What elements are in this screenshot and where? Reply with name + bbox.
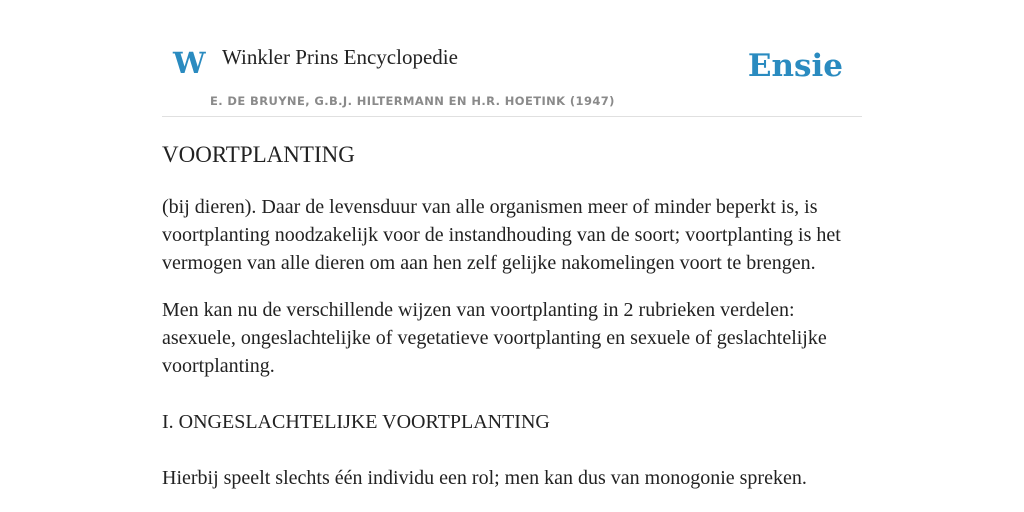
- section-paragraph: Hierbij speelt slechts één individu een rol; men kan dus van monogonie spreken.: [162, 467, 807, 489]
- page: [162, 0, 862, 512]
- book-authors: E. DE BRUYNE, G.B.J. HILTERMANN EN H.R. HOETINK (1947): [210, 94, 615, 108]
- header: [162, 0, 862, 117]
- encyclopedia-logo-icon[interactable]: W: [173, 46, 206, 80]
- article-title: VOORTPLANTING: [162, 142, 355, 167]
- article-paragraph: Men kan nu de verschillende wijzen van voortplanting in 2 rubrieken verdelen: asexuele, ongeslachtelijke of vegetatieve voortplanting en sexuele of geslachtelijke voortplanting.: [162, 299, 827, 377]
- ensie-brand-logo[interactable]: Ensie: [747, 48, 843, 84]
- article-paragraph: (bij dieren). Daar de levensduur van alle organismen meer of minder beperkt is, is voortplanting noodzakelijk voor de instandhouding van de soort; voortplanting is het vermogen van alle dieren om aan hen zelf gelijke nakomelingen voort te brengen.: [162, 196, 841, 274]
- section-heading: I. ONGESLACHTELIJKE VOORTPLANTING: [162, 411, 550, 433]
- article-content: [162, 139, 862, 492]
- book-title[interactable]: Winkler Prins Encyclopedie: [222, 45, 458, 69]
